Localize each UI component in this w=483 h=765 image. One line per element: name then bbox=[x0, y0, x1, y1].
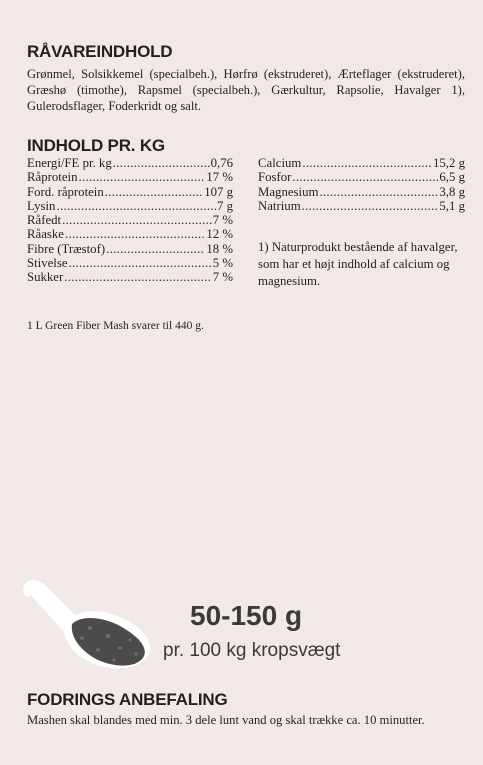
mineral-label: Fosfor bbox=[258, 170, 292, 185]
nutrient-value: 12 % bbox=[206, 227, 233, 242]
raw-materials-heading: RÅVAREINDHOLD bbox=[27, 42, 173, 61]
mineral-value: 3,8 g bbox=[439, 184, 465, 199]
nutrient-label: Lysin bbox=[27, 198, 56, 213]
nutrient-label: Råprotein bbox=[27, 170, 78, 185]
nutrient-row bbox=[27, 213, 233, 227]
mineral-row bbox=[258, 199, 465, 213]
scoop-icon bbox=[20, 578, 170, 678]
nutrient-row bbox=[27, 185, 233, 199]
feeding-text: Mashen skal blandes med min. 3 dele lunt vand og skal trække ca. 10 minutter. bbox=[27, 713, 425, 727]
nutrient-value: 0,76 bbox=[210, 156, 233, 170]
ingredients-text: Grønmel, Solsikkemel (specialbeh.), Hørfrø (ekstruderet), Ærteflager (ekstruderet), Græshø (timothe), Rapsmel (specialbeh.), Gærkultur, Rapsolie, Havalger 1), Gulerodsflager, Foderkridt og salt. bbox=[27, 67, 465, 113]
mineral-row bbox=[258, 156, 465, 170]
nutrient-label: Energi/FE pr. kg bbox=[27, 156, 112, 170]
mineral-value: 15,2 g bbox=[433, 156, 465, 170]
density-note: 1 L Green Fiber Mash svarer til 440 g. bbox=[27, 320, 204, 332]
mineral-label: Magnesium bbox=[258, 184, 319, 199]
nutrient-value: 7 % bbox=[212, 270, 233, 285]
nutrient-table-right bbox=[258, 156, 465, 213]
nutrient-table-left bbox=[27, 156, 233, 285]
nutrient-value: 18 % bbox=[206, 241, 233, 256]
dosage-amount: 50-150 g bbox=[190, 600, 303, 631]
nutrient-label: Stivelse bbox=[27, 256, 68, 271]
nutrient-row bbox=[27, 199, 233, 213]
nutrient-value: 7 % bbox=[212, 213, 233, 228]
nutrient-label: Ford. råprotein bbox=[27, 184, 104, 199]
feeding-heading: FODRINGS ANBEFALING bbox=[27, 690, 228, 709]
nutrient-label: Sukker bbox=[27, 270, 64, 285]
mineral-label: Natrium bbox=[258, 198, 301, 213]
nutrient-value: 7 g bbox=[217, 198, 233, 213]
nutrient-row bbox=[27, 256, 233, 270]
mineral-row bbox=[258, 170, 465, 184]
nutrient-row bbox=[27, 227, 233, 241]
mineral-label: Calcium bbox=[258, 156, 302, 170]
mineral-value: 5,1 g bbox=[439, 198, 465, 213]
mineral-value: 6,5 g bbox=[439, 170, 465, 185]
nutrient-row bbox=[27, 242, 233, 256]
nutrient-row bbox=[27, 156, 233, 170]
nutrient-label: Råfedt bbox=[27, 213, 62, 228]
nutrient-value: 17 % bbox=[206, 170, 233, 185]
contents-heading: INDHOLD PR. KG bbox=[27, 136, 165, 155]
mineral-row bbox=[258, 185, 465, 199]
nutrient-value: 5 % bbox=[212, 256, 233, 271]
nutrient-row bbox=[27, 170, 233, 184]
nutrient-value: 107 g bbox=[204, 184, 233, 199]
dosage-unit: pr. 100 kg kropsvægt bbox=[163, 640, 341, 661]
nutrient-label: Fibre (Træstof) bbox=[27, 241, 106, 256]
footnote-text: 1) Naturprodukt bestående af havalger, som har et højt indhold af calcium og magnesium. bbox=[258, 240, 458, 288]
nutrient-row bbox=[27, 270, 233, 284]
nutrient-label: Råaske bbox=[27, 227, 64, 242]
